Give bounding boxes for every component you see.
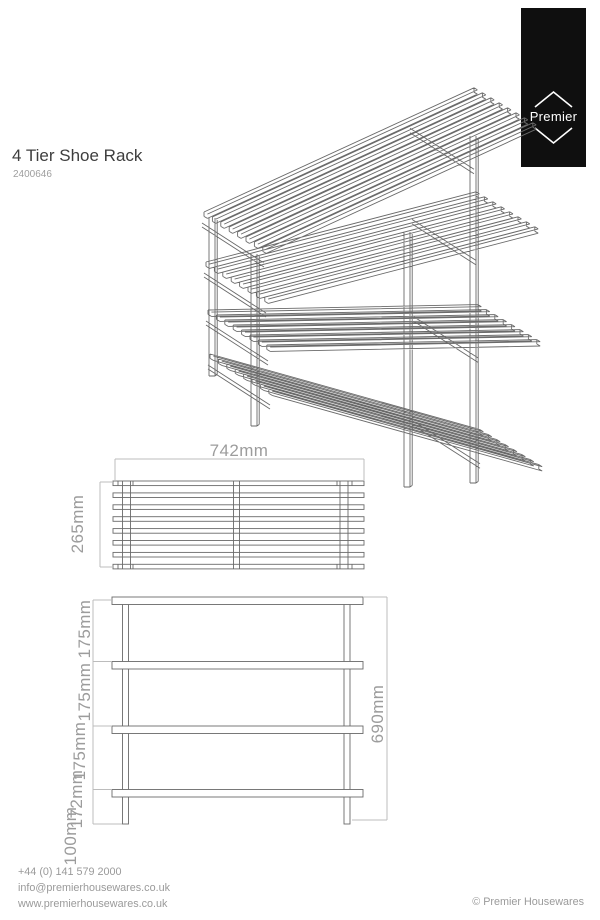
dim-label-clearance: 100mm xyxy=(61,806,80,866)
logo-brand-text: Premier xyxy=(529,109,578,124)
isometric-view xyxy=(202,88,542,487)
footer-email: info@premierhousewares.co.uk xyxy=(18,882,170,894)
front-view xyxy=(112,597,363,824)
top-view xyxy=(113,481,364,569)
dim-label-tier-4: 172mm xyxy=(67,769,86,829)
dim-label-tier-3: 175mm xyxy=(70,721,89,781)
page-title: 4 Tier Shoe Rack xyxy=(12,146,143,165)
dim-label-width: 742mm xyxy=(209,441,269,460)
dim-label-height: 690mm xyxy=(368,684,387,744)
product-code: 2400646 xyxy=(13,169,52,180)
dim-label-tier-2: 175mm xyxy=(75,662,94,722)
dimension-lines xyxy=(93,459,387,824)
dim-label-depth: 265mm xyxy=(68,494,87,554)
footer-phone: +44 (0) 141 579 2000 xyxy=(18,866,122,878)
footer-website: www.premierhousewares.co.uk xyxy=(18,898,168,910)
footer-copyright: © Premier Housewares xyxy=(472,896,584,908)
dim-label-tier-1: 175mm xyxy=(75,599,94,659)
